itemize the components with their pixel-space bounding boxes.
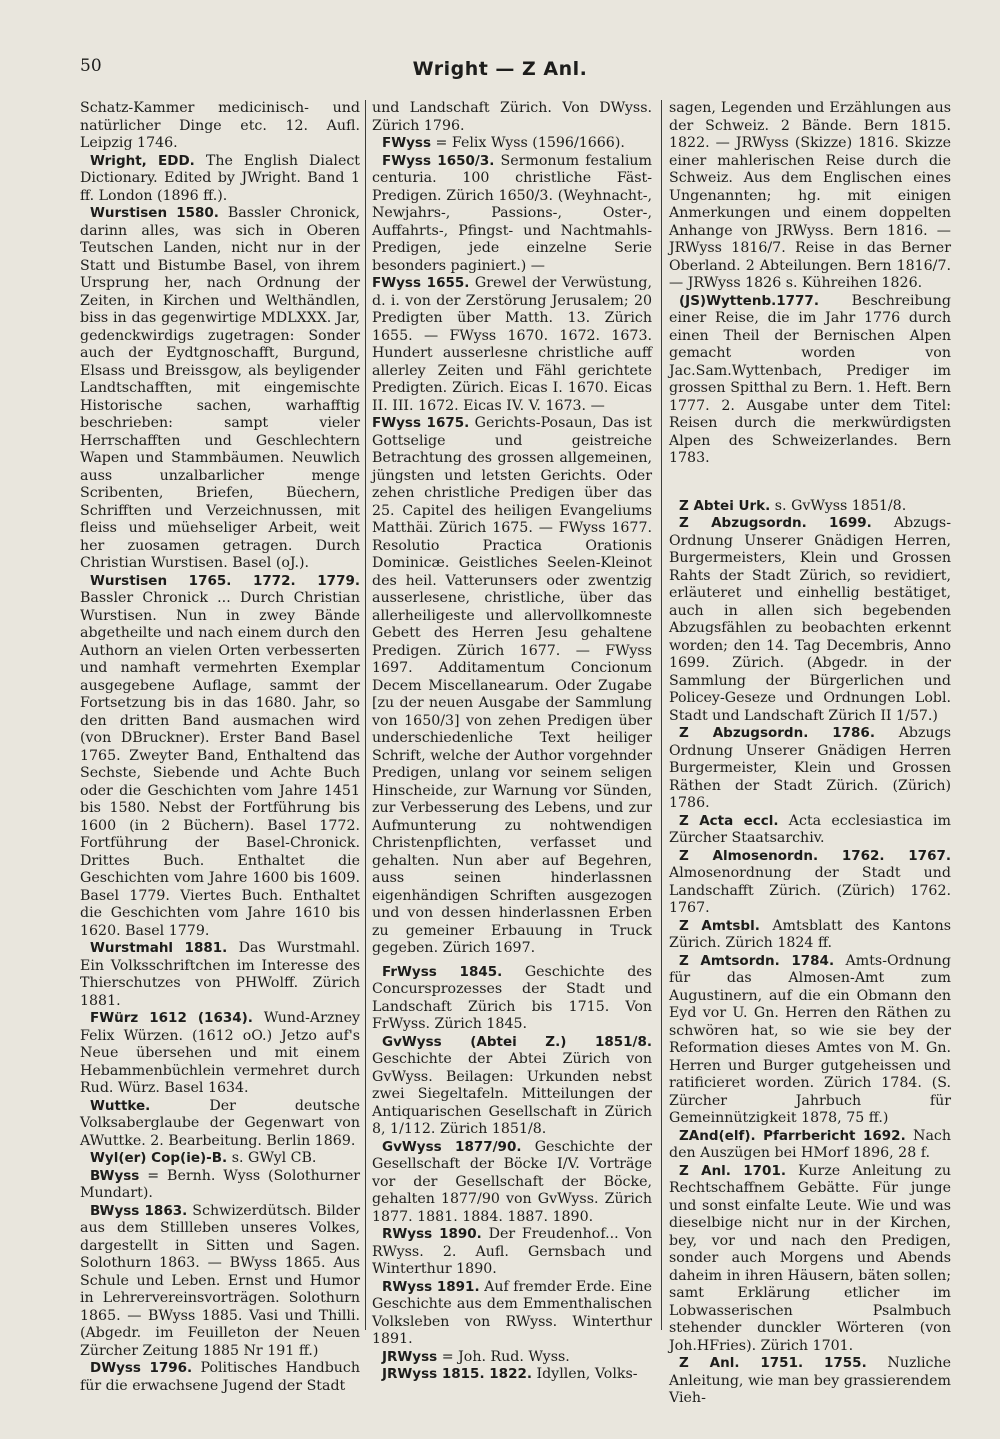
- page-number: 50: [80, 56, 102, 76]
- entry-siglum: DWyss 1796.: [90, 1360, 193, 1376]
- entry-text: s. GWyl CB.: [231, 1150, 317, 1166]
- entry-siglum: Z Amtsordn. 1784.: [679, 952, 835, 969]
- entry-text: Abzugs Ordnung Unserer Gnädigen Herren Burgermeister, Klein und Grossen Räthen der Stadt Zürich. (Zürich) 1786.: [669, 725, 951, 811]
- entry-siglum: GvWyss 1877/90.: [382, 1138, 522, 1155]
- entry-siglum: ZAnd(elf). Pfarrbericht 1692.: [679, 1127, 906, 1144]
- entry-siglum: FWyss 1655.: [372, 275, 470, 291]
- entry-siglum: RWyss 1891.: [382, 1278, 480, 1295]
- bibliography-entry: [669, 725, 951, 813]
- entry-text: Gerichts-Posaun, Das ist Gottselige und geistreiche Betrachtung des grossen allgemeinen, jüngsten und letsten Gerichts. Oder zehen christliche Predigen über das 25. Capitel des heiligen Evangeliums Matthäi. Zürich 1675. — FWyss 1677. Resolutio Practica Orationis Dominicæ. Geistliches Seelen-Kleinot des heil. Vatterunsers oder zwentzig ausserlesene, christliche, über das allerheiligeste und allervollkomneste Gebett des Herren Jesu gehaltene Predigen. Zürich 1677. — FWyss 1697. Additamentum Concionum Decem Miscellanearum. Oder Zugabe [zu der neuen Ausgabe der Sammlung von 1650/3] von zehen Predigen über underschiedenliche Text heiliger Schrift, welche der Author vorgehnder Predigen, unlang vor seinem seligen Hinscheide, zur Warnung vor Sünden, zur Verbesserung des Lebens, und zur Aufmunterung zu nohtwendigen Christenpflichten, verfasset und gehalten. Nun aber auf Begehren, auss seinen hinderlassnen eigenhändigen Schriften ausgezogen und von dessen hinderlassnen Erben zu gemeiner Erbauung in Truck gegeben. Zürich 1697.: [372, 415, 652, 956]
- entry-siglum: BWyss: [90, 1167, 140, 1184]
- entry-text: Wund-Arzney Felix Würzen. (1612 oO.) Jetzo auf's Neue übersehen und mit einem Hebammenbüchlein vermehret durch Rud. Würz. Basel 1634.: [80, 1010, 360, 1096]
- entry-text: Almosenordnung der Stadt und Landschafft Zürich. (Zürich) 1762. 1767.: [669, 865, 951, 916]
- entry-text: s. GvWyss 1851/8.: [774, 497, 907, 514]
- entry-siglum: FWürz 1612 (1634).: [90, 1010, 253, 1026]
- entry-text: Kurze Anleitung zu Rechtschaffnem Gebätte. Für junge und sonst einfalte Leute. Wie und was dieselbige nicht nur in der Kirchen, bey, vor und nach den Predigen, sonder auch Morgens und Abends daheim in ihren Häusern, bäten sollen; samt Erklärung etlicher im Lobwasserischen Psalmbuch stehender dunckler Wörteren (von Joh.HFries). Zürich 1701.: [669, 1162, 951, 1354]
- entry-siglum: JRWyss: [382, 1348, 438, 1365]
- bibliography-entry: [669, 1163, 951, 1356]
- entry-text: Schwizerdütsch. Bilder aus dem Stillleben unseres Volkes, dargestellt in Sitten und Sagen. Solothurn 1863. — BWyss 1865. Aus Schule und Leben. Ernst und Humor in Lehrervereinsvorträgen. Solothurn 1865. — BWyss 1885. Vasi und Thilli. (Abgedr. im Feuilleton der Neuen Zürcher Zeitung 1885 Nr 191 ff.): [80, 1202, 361, 1359]
- bibliography-entry: [669, 1128, 951, 1163]
- entry-siglum: Z Amtsbl.: [679, 917, 760, 934]
- entry-siglum: Z Acta eccl.: [679, 812, 779, 829]
- entry-text: Auf fremder Erde. Eine Geschichte aus dem Emmenthalischen Volksleben von RWyss. Winterthur 1891.: [372, 1278, 652, 1347]
- entry-text: Das Wurstmahl. Ein Volksschriftchen im Interesse des Thierschutzes von PHWolff. Zürich 1881.: [80, 940, 360, 1009]
- entry-siglum: FWyss: [382, 135, 431, 151]
- entry-siglum: FWyss 1650/3.: [382, 152, 495, 169]
- entry-text: Amtsblatt des Kantons Zürich. Zürich 1824 ff.: [669, 917, 951, 951]
- entry-text: Amts-Ordnung für das Almosen-Amt zum Augustinern, auf die ein Obmann den Eyd vor U. Gn. Herren den Räthen zu schwören hat, so wie sie bey der Reformation dieses Amtes von M. Gn. Herren und Burger gutgeheissen und ratificieret worden. Zürich 1784. (S. Zürcher Jahrbuch für Gemeinnützigkeit 1878, 75 ff.): [669, 952, 951, 1126]
- entry-text: Nach den Auszügen bei HMorf 1896, 28 f.: [669, 1127, 951, 1161]
- bibliography-entry: [372, 1139, 652, 1227]
- entry-text: Bassler Chronick ... Durch Christian Wurstisen. Nun in zwey Bände abgetheilte und nach einem durch den Authorn an vielen Orten verbesserten und namhaft vermehrten Exemplar ausgegebene Auflage, sammt der Fortsetzung bis in das 1680. Jahr, so den dritten Band ausmachen wird (von DBruckner). Erster Band Basel 1765. Zweyter Band, Enthaltend das Sechste, Siebende und Achte Buch oder die Geschichten vom Jahre 1451 bis 1580. Nebst der Fortführung bis 1600 (in 2 Büchern). Basel 1772. Fortführung der Basel-Chronick. Drittes Buch. Enthaltet die Geschichten vom Jahre 1600 bis 1609. Basel 1779. Viertes Buch. Enthaltet die Geschichten vom Jahre 1610 bis 1620. Basel 1779.: [80, 590, 360, 939]
- entry-text: Beschreibung einer Reise, die im Jahr 1776 durch einen Theil der Bernischen Alpen gemacht worden von Jac.Sam.Wyttenbach, Prediger im grossen Spitthal zu Bern. 1. Heft. Bern 1777. 2. Ausgabe unter dem Titel: Reisen durch die merkwürdigsten Alpen des Schweizerlandes. Bern 1783.: [669, 292, 951, 466]
- entry-text: Nuzliche Anleitung, wie man bey grassierendem Vieh-: [669, 1355, 952, 1406]
- bibliography-entry: [669, 1355, 951, 1408]
- entry-text: Schatz-Kammer medicinisch- und natürlicher Dinge etc. 12. Aufl. Leipzig 1746.: [80, 100, 360, 151]
- bibliography-entry: [372, 1279, 652, 1349]
- entry-siglum: Wurstisen 1580.: [90, 205, 219, 221]
- bibliography-entry: [669, 293, 951, 468]
- bibliography-entry: [372, 1226, 652, 1279]
- bibliography-entry: [372, 1366, 652, 1384]
- entry-text: Geschichte des Concursprozesses der Stadt und Landschaft Zürich bis 1715. Von FrWyss. Zürich 1845.: [372, 963, 652, 1032]
- entry-text: The English Dialect Dictionary. Edited by JWright. Band 1 ff. London (1896 ff.).: [80, 152, 360, 204]
- bibliography-entry: [80, 1360, 360, 1395]
- entry-text: Politisches Handbuch für die erwachsene Jugend der Stadt: [80, 1360, 361, 1394]
- entry-text: Sermonum festalium centuria. 100 christliche Fäst-Predigen. Zürich 1650/3. (Weyhnacht-, Newjahrs-, Passions-, Oster-, Auffahrts-, Pfingst- und Nachtmahls-Predigen, jede einzelne Serie besonders paginiert.) —: [372, 152, 652, 274]
- bibliography-entry: [372, 275, 652, 415]
- entry-text: Acta ecclesiastica im Zürcher Staatsarchiv.: [669, 812, 951, 846]
- entry-text: Idyllen, Volks-: [536, 1366, 638, 1382]
- bibliography-entry: [80, 1010, 360, 1098]
- entry-siglum: Wyl(er) Cop(ie)-B.: [90, 1150, 228, 1166]
- bibliography-entry: [669, 498, 951, 516]
- column-middle: [372, 100, 652, 1384]
- entry-siglum: JRWyss 1815. 1822.: [382, 1366, 532, 1382]
- bibliography-entry: [80, 153, 360, 206]
- bibliography-entry: [669, 515, 951, 725]
- entry-siglum: Z Anl. 1751. 1755.: [679, 1355, 867, 1371]
- bibliography-entry: [669, 813, 951, 848]
- bibliography-entry: [669, 100, 951, 293]
- entry-siglum: BWyss 1863.: [90, 1202, 188, 1219]
- column-left: [80, 100, 360, 1395]
- entry-text: Geschichte der Gesellschaft der Böcke I/V. Vorträge vor der Gesellschaft der Böcke, gehalten 1877/90 von GvWyss. Zürich 1877. 1881. 1884. 1887. 1890.: [372, 1138, 652, 1225]
- bibliography-entry: [372, 153, 652, 276]
- bibliography-entry: [80, 1098, 360, 1151]
- entry-text: Grewel der Verwüstung, d. i. von der Zerstörung Jerusalem; 20 Predigten über Matth. 13. Zürich 1655. — FWyss 1670. 1672. 1673. Hundert ausserlesne christliche auff allerley Zeiten und Fähl gerichtete Predigten. Zürich. Eicas I. 1670. Eicas II. III. 1672. Eicas IV. V. 1673. —: [372, 275, 653, 414]
- running-header: Wright — Z Anl.: [412, 58, 588, 80]
- entry-text: = Bernh. Wyss (Solothurner Mundart).: [80, 1167, 360, 1201]
- bibliography-entry: [669, 918, 951, 953]
- bibliography-entry: [80, 205, 360, 573]
- bibliography-entry: [372, 100, 652, 135]
- bibliography-entry: [80, 1203, 360, 1361]
- bibliography-entry: [669, 953, 951, 1128]
- entry-siglum: GvWyss (Abtei Z.) 1851/8.: [382, 1033, 652, 1050]
- bibliography-entry: [372, 964, 652, 1034]
- entry-siglum: Wuttke.: [90, 1097, 151, 1114]
- bibliography-entry: [80, 1168, 360, 1203]
- entry-siglum: Z Anl. 1701.: [679, 1162, 786, 1179]
- column-right: [669, 100, 951, 1408]
- entry-text: Bassler Chronick, darinn alles, was sich in Oberen Teutschen Landen, nicht nur in der Statt und Bistumbe Basel, von ihrem Ursprung her, nach Ordnung der Zeiten, in Kirchen und Welthändlen, biss in das gegenwirtige MDLXXX. Jar, gedenckwirdigs zugetragen: Sonder auch der Eydtgnoschafft, Burgund, Elsass und Breissgow, als beyligender Landtschafften, mit eingemischte Historische sachen, warhafftig beschrieben: sampt vieler Herrschafften und Geschlechtern Wapen und Stammbäumen. Neuwlich auss unzalbarlicher menge Scribenten, Briefen, Büechern, Schrifften und Verzeichnussen, mit fleiss und müehseliger Arbeit, weit her zuosamen getragen. Durch Christian Wurstisen. Basel (oJ.).: [80, 205, 361, 571]
- column-divider: [661, 100, 662, 1330]
- entry-siglum: (JS)Wyttenb.1777.: [679, 292, 819, 309]
- entry-text: Der Freudenhof... Von RWyss. 2. Aufl. Gernsbach und Winterthur 1890.: [372, 1226, 652, 1277]
- entry-siglum: Wright, EDD.: [90, 152, 195, 169]
- entry-siglum: Z Abtei Urk.: [679, 497, 771, 514]
- bibliography-entry: [372, 1034, 652, 1139]
- entry-siglum: Z Almosenordn. 1762. 1767.: [679, 847, 951, 864]
- entry-text: Geschichte der Abtei Zürich von GvWyss. Beilagen: Urkunden nebst zwei Siegeltafeln. Mitteilungen der Antiquarischen Gesellschaft in Zürich 8, 1/112. Zürich 1851/8.: [372, 1051, 652, 1137]
- entry-siglum: FWyss 1675.: [372, 415, 470, 431]
- bibliography-entry: [372, 415, 652, 958]
- entry-text: sagen, Legenden und Erzählungen aus der Schweiz. 2 Bände. Bern 1815. 1822. — JRWyss (Skizze) 1816. Skizze einer mahlerischen Reise durch die Schweiz. Aus dem Englischen eines Ungenannten; hg. mit einigen Anmerkungen und einem doppelten Anhange von JRWyss. Bern 1816. — JRWyss 1816/7. Reise in das Berner Oberland. 2 Abteilungen. Bern 1816/7. — JRWyss 1826 s. Kühreihen 1826.: [669, 100, 951, 291]
- entry-text: Abzugs-Ordnung Unserer Gnädigen Herren, Burgermeisters, Klein und Grossen Rahts der Stadt Zürich, so revidiert, erläuteret und einhellig bestätiget, auch in allen sich begebenden Abzugsfählen zu beobachten erkennt worden; den 14. Tag Decembris, Anno 1699. Zürich. (Abgedr. in der Sammlung der Bürgerlichen und Policey-Geseze und Ordnungen Lobl. Stadt und Landschaft Zürich II 1/57.): [669, 515, 951, 724]
- bibliography-entry: [80, 573, 360, 941]
- entry-siglum: Wurstmahl 1881.: [90, 940, 228, 956]
- entry-siglum: Wurstisen 1765. 1772. 1779.: [90, 572, 360, 589]
- entry-siglum: Z Abzugsordn. 1699.: [679, 515, 872, 531]
- bibliography-entry: [80, 940, 360, 1010]
- bibliography-entry: [80, 1150, 360, 1168]
- entry-text: = Felix Wyss (1596/1666).: [435, 135, 625, 151]
- entry-siglum: Z Abzugsordn. 1786.: [679, 725, 875, 741]
- column-divider: [365, 100, 366, 1330]
- entry-text: und Landschaft Zürich. Von DWyss. Zürich 1796.: [372, 100, 652, 134]
- entry-text: = Joh. Rud. Wyss.: [441, 1348, 570, 1365]
- bibliography-entry: [372, 1349, 652, 1367]
- entry-siglum: RWyss 1890.: [382, 1226, 482, 1242]
- bibliography-entry: [80, 100, 360, 153]
- entry-siglum: FrWyss 1845.: [382, 963, 503, 980]
- bibliography-entry: [669, 848, 951, 918]
- entry-text: Der deutsche Volksaberglaube der Gegenwart von AWuttke. 2. Bearbeitung. Berlin 1869.: [80, 1097, 360, 1149]
- bibliography-entry: [372, 135, 652, 153]
